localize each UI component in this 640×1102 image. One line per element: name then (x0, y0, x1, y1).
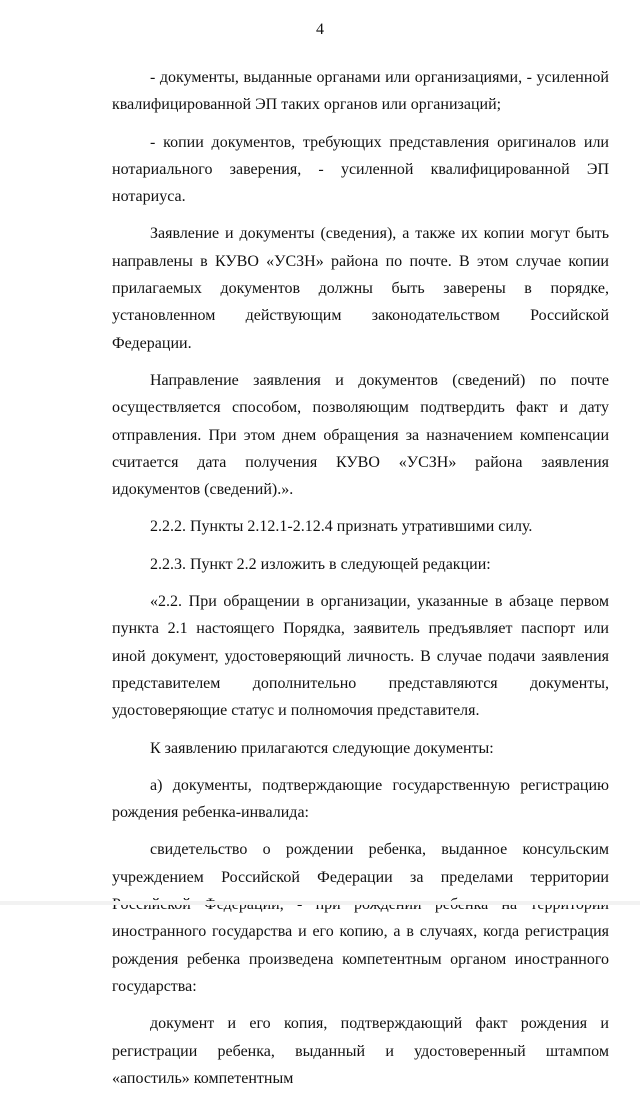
paragraph-5: 2.2.2. Пункты 2.12.1-2.12.4 признать утратившими силу. (150, 518, 533, 536)
paragraph-3: Заявление и документы (сведения), а также их копии могут быть направлены в КУВО «УСЗН» района по почте. В этом случае копии прилагаемых документов должны быть заверены в порядке, установленном действующим законодательством Российской Федерации. (112, 225, 609, 352)
paragraph-8: К заявлению прилагаются следующие документы: (150, 739, 494, 757)
paragraph-11: документ и его копия, подтверждающий факт рождения и регистрации ребенка, выданный и удостоверенный штампом «апостиль» компетентным (112, 1015, 609, 1087)
paragraph-1: - документы, выданные органами или организациями, - усиленной квалифицированной ЭП таких органов или организаций; (112, 69, 609, 114)
paragraph-2: - копии документов, требующих представления оригиналов или нотариального заверения, - усиленной квалифицированной ЭП нотариуса. (112, 133, 609, 206)
document-body (112, 64, 609, 1102)
page-number: 4 (316, 21, 324, 38)
paragraph-4: Направление заявления и документов (сведений) по почте осуществляется способом, позволяющим подтвердить факт и дату отправления. При этом днем обращения за назначением компенсации считается дата получения КУВО «УСЗН» района заявления идокументов (сведений).». (112, 371, 609, 499)
paragraph-9: а) документы, подтверждающие государственную регистрацию рождения ребенка-инвалида: (112, 776, 609, 822)
paragraph-10: свидетельство о рождении ребенка, выданное консульским учреждением Российской Федерации за пределами территории иностранного государства и его копию, а в случаях, когда регистрация рождения ребенка произведена компетентным органом иностранного государства: (112, 841, 609, 995)
paragraph-7: «2.2. При обращении в организации, указанные в абзаце первом пункта 2.1 настоящего Порядка, заявитель предъявляет паспорт или иной документ, удостоверяющий личность. В случае подачи заявления представителем дополнительно представляются документы, удостоверяющие статус и полномочия представителя. (112, 593, 609, 720)
page-bottom-edge (0, 901, 640, 905)
paragraph-6: 2.2.3. Пункт 2.2 изложить в следующей редакции: (150, 555, 491, 573)
